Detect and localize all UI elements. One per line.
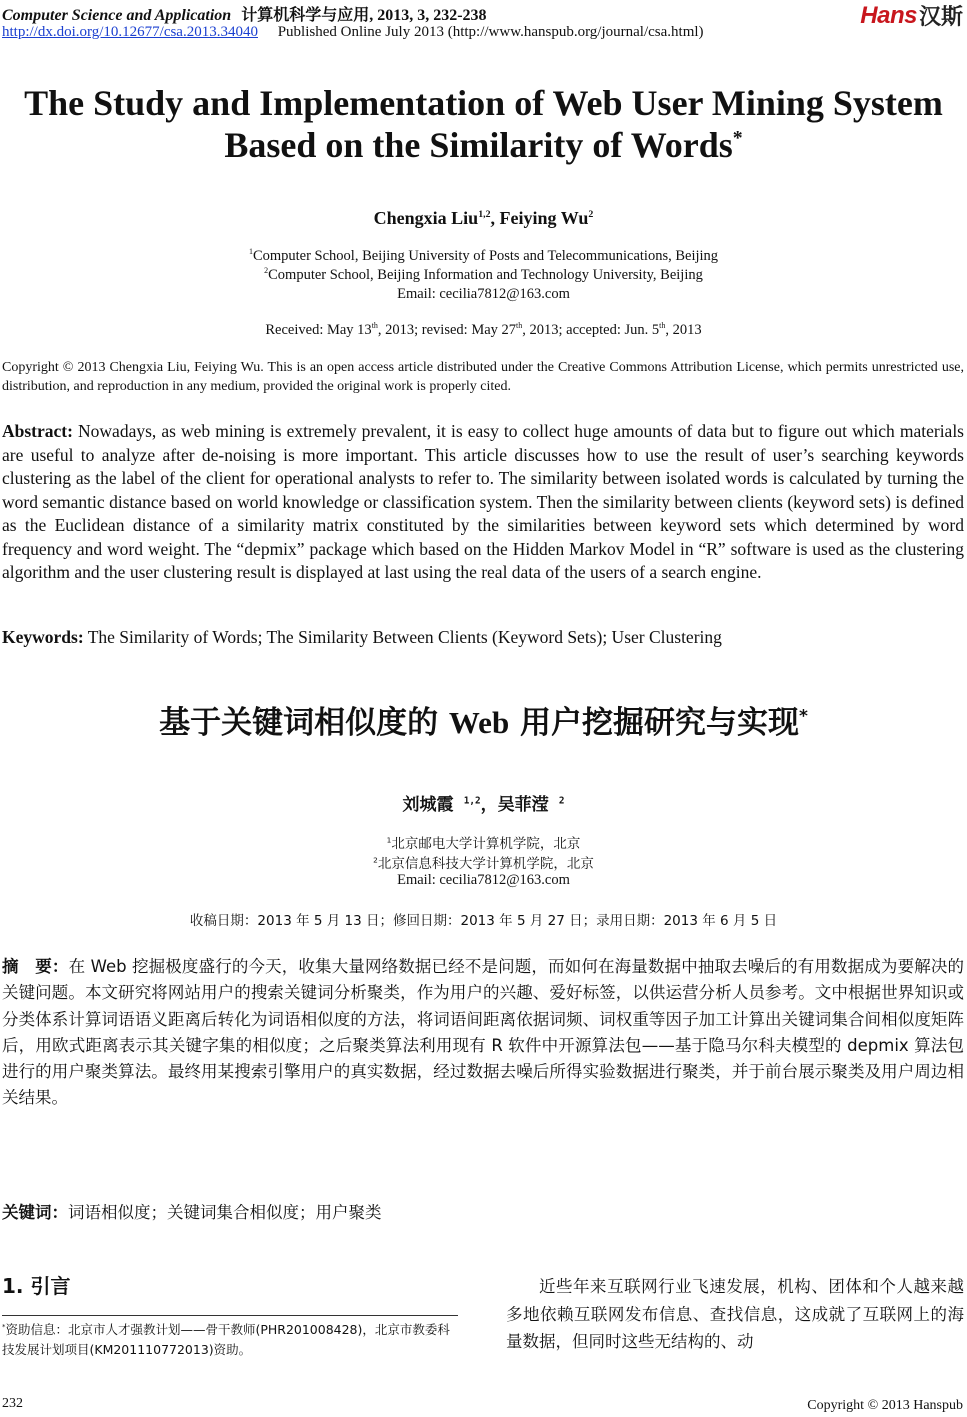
- abstract-label: Abstract:: [2, 421, 73, 441]
- title-line1: The Study and Implementation of Web User Mining System: [24, 83, 943, 123]
- received-sup: th: [371, 321, 378, 331]
- accepted-text: , 2013; accepted: Jun. 5: [522, 322, 660, 338]
- logo-cn-text: 汉斯: [918, 5, 963, 30]
- email: Email: cecilia7812@163.com: [397, 286, 570, 302]
- authors: [0, 208, 967, 229]
- abstract-text: Nowadays, as web mining is extremely prevalent, it is easy to collect huge amounts of data but to figure out which materials are useful to analyze after de-noising is more important. This article discusses how to use the result of user’s searching keywords clustering as the label of the client for operational analysts to refer to. The similarity between isolated words is calculated by turning the word semantic distance based on world knowledge or classification system. Then the similarity between clients (keyword sets) is defined as the Euclidean distance of a similarity matrix constituted by the similarities between keyword sets which determined by word frequency and word weight. The “depmix” package which based on the Hidden Markov Model in “R” software is used as the clustering algorithm and the user clustering result is displayed at last using the real data of the users of a search engine.: [2, 421, 964, 582]
- keywords-text: The Similarity of Words; The Similarity Between Clients (Keyword Sets); User Clustering: [83, 627, 722, 647]
- author-2: Feiying Wu: [499, 208, 589, 228]
- cn-keywords: [2, 1199, 964, 1223]
- cn-keywords-label: 关键词：: [2, 1203, 68, 1222]
- cn-aff1-text: 北京邮电大学计算机学院，北京: [391, 836, 581, 852]
- copyright-notice: Copyright © 2013 Chengxia Liu, Feiying Wu. This is an open access article distributed under the Creative Commons Attribution License, which permits unrestricted use, distribution, and reproduction in any medium, provided the original work is properly cited.: [2, 360, 964, 394]
- dates-end: , 2013: [665, 322, 702, 338]
- aff2-sup: 2: [264, 266, 269, 276]
- received-text: Received: May 13: [265, 322, 372, 338]
- keywords-label: Keywords:: [2, 627, 84, 647]
- cn-paper-title: [0, 697, 967, 742]
- received-dates: [0, 322, 967, 339]
- cn-abstract: [2, 954, 964, 1112]
- journal-issue: 计算机科学与应用, 2013, 3, 232-238: [241, 7, 487, 24]
- cn-aff2-sup: 2: [373, 855, 378, 865]
- affiliation-2: [0, 267, 967, 284]
- section-heading-intro: 1. 引言: [2, 1274, 71, 1298]
- doi-link[interactable]: http://dx.doi.org/10.12677/csa.2013.34040: [2, 24, 258, 40]
- cn-title-part2: 用户挖掘研究与实现: [509, 705, 799, 741]
- cn-affiliation-2: [0, 852, 967, 872]
- cn-author-1-sup: 1,2: [463, 795, 481, 807]
- cn-aff2-text: 北京信息科技大学计算机学院，北京: [377, 856, 594, 872]
- footnote-text: 资助信息：北京市人才强教计划——骨干教师(PHR201008428)，北京市教委科技发展计划项目(KM201110772013)资助。: [2, 1322, 450, 1357]
- footer-copyright: Copyright © 2013 Hanspub: [807, 1398, 963, 1413]
- cn-author-2: 吴菲滢: [497, 795, 549, 815]
- author-separator: ,: [490, 208, 500, 228]
- publisher-logo: [860, 0, 963, 31]
- journal-name: Computer Science and Application: [2, 7, 232, 24]
- footnote-mark: *: [2, 1322, 6, 1331]
- footnote-divider: [2, 1315, 458, 1316]
- title-line2: [0, 124, 967, 166]
- title-line2-text: Based on the Similarity of Words: [224, 125, 733, 165]
- aff1-sup: 1: [248, 247, 253, 257]
- cn-keywords-text: 词语相似度；关键词集合相似度；用户聚类: [68, 1203, 382, 1222]
- aff2-text: Computer School, Beijing Information and Technology University, Beijing: [268, 267, 703, 283]
- revised-text: , 2013; revised: May 27: [377, 322, 517, 338]
- cn-aff1-sup: 1: [386, 835, 392, 845]
- cn-title-web: Web: [448, 705, 510, 740]
- accepted-sup: th: [659, 321, 666, 331]
- keywords: [2, 627, 964, 648]
- cn-author-2-sup: 2: [558, 795, 565, 807]
- intro-paragraph: 近些年来互联网行业飞速发展，机构、团体和个人越来越多地依赖互联网发布信息、查找信息，这成就了互联网上的海量数据，但同时这些无结构的、动: [506, 1277, 964, 1351]
- journal-header: [2, 2, 487, 25]
- cn-affiliation-1: [0, 832, 967, 852]
- title-footnote-mark: *: [732, 127, 743, 149]
- cn-author-separator: ，: [480, 795, 498, 815]
- page-number: 232: [2, 1396, 23, 1411]
- doi-line: [2, 24, 704, 41]
- cn-dates: 收稿日期：2013 年 5 月 13 日；修回日期：2013 年 5 月 27 日；录用日期：2013 年 6 月 5 日: [189, 913, 778, 929]
- aff1-text: Computer School, Beijing University of Posts and Telecommunications, Beijing: [252, 248, 719, 264]
- cn-author-1: 刘城霞: [402, 795, 454, 815]
- paper-title: [0, 82, 967, 166]
- logo-hans-text: Hans: [860, 1, 917, 29]
- revised-sup: th: [516, 321, 523, 331]
- author-1-sup: 1,2: [478, 209, 491, 220]
- footnote: [2, 1320, 460, 1360]
- published-info: Published Online July 2013 (http://www.hanspub.org/journal/csa.html): [277, 24, 704, 40]
- author-1: Chengxia Liu: [373, 208, 479, 228]
- cn-email: Email: cecilia7812@163.com: [397, 872, 570, 888]
- cn-authors: [0, 790, 967, 815]
- cn-abstract-text: 在 Web 挖掘极度盛行的今天，收集大量网络数据已经不是问题，而如何在海量数据中抽取去噪后的有用数据成为要解决的关键问题。本文研究将网站用户的搜索关键词分析聚类，作为用户的兴趣、爱好标签，以供运营分析人员参考。文中根据世界知识或分类体系计算词语语义距离后转化为词语相似度的方法，将词语间距离依据词频、词权重等因子加工计算出关键词集合间相似度矩阵后，用欧式距离表示其关键字集的相似度；之后聚类算法利用现有 R 软件中开源算法包——基于隐马尔科夫模型的 depmix 算法包进行的用户聚类算法。最终用某搜索引擎用户的真实数据，经过数据去噪后所得实验数据进行聚类，并于前台展示聚类及用户周边相关结果。: [2, 957, 964, 1108]
- abstract: [2, 420, 964, 585]
- cn-abstract-label: 摘 要：: [2, 957, 69, 976]
- author-2-sup: 2: [588, 209, 594, 220]
- affiliation-1: [0, 248, 967, 265]
- cn-title-mark: *: [798, 706, 808, 727]
- cn-title-part1: 基于关键词相似度的: [159, 705, 449, 741]
